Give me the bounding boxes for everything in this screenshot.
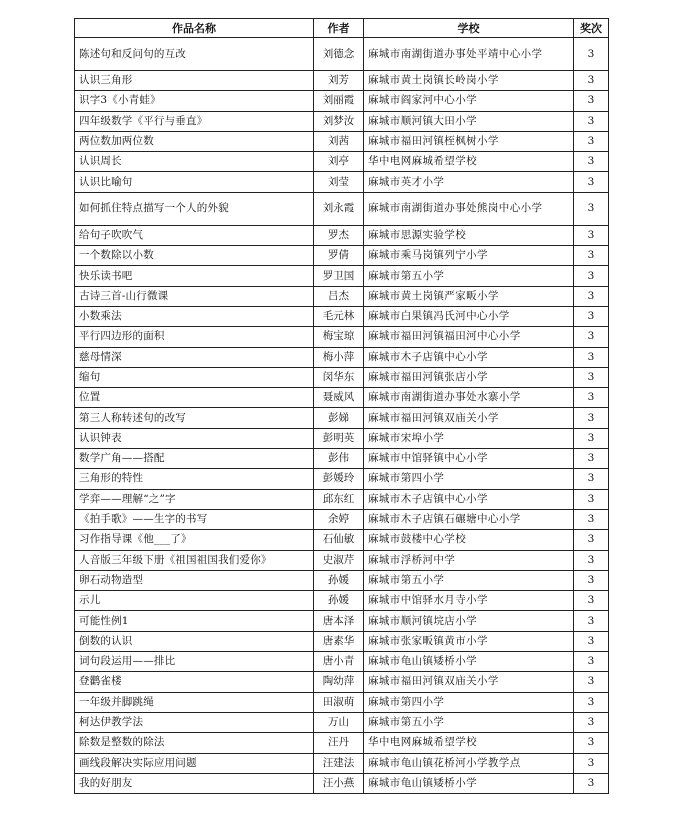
table-row bbox=[75, 611, 609, 631]
cell-rank: 3 bbox=[574, 652, 609, 672]
cell-author: 汪丹 bbox=[314, 733, 364, 753]
cell-rank: 3 bbox=[574, 631, 609, 651]
cell-title: 慈母情深 bbox=[75, 347, 314, 367]
cell-school: 麻城市南湖街道办事处平靖中心小学 bbox=[364, 38, 574, 71]
table-row bbox=[75, 38, 609, 71]
cell-rank: 3 bbox=[574, 327, 609, 347]
table-row bbox=[75, 225, 609, 245]
table-row bbox=[75, 509, 609, 529]
cell-title: 一年级并脚跳绳 bbox=[75, 692, 314, 712]
cell-school: 麻城市龟山镇花桥河小学教学点 bbox=[364, 753, 574, 773]
cell-rank: 3 bbox=[574, 38, 609, 71]
table-row bbox=[75, 246, 609, 266]
table-row bbox=[75, 388, 609, 408]
header-title: 作品名称 bbox=[75, 19, 314, 38]
cell-school: 麻城市黄土岗镇严家畈小学 bbox=[364, 286, 574, 306]
cell-title: 认识钟表 bbox=[75, 428, 314, 448]
cell-title: 两位数加两位数 bbox=[75, 131, 314, 151]
cell-author: 罗卫国 bbox=[314, 266, 364, 286]
cell-title: 示儿 bbox=[75, 591, 314, 611]
cell-title: 词句段运用——排比 bbox=[75, 652, 314, 672]
cell-title: 位置 bbox=[75, 388, 314, 408]
table-row bbox=[75, 192, 609, 225]
table-row bbox=[75, 131, 609, 151]
table-row bbox=[75, 306, 609, 326]
cell-author: 刘丽霞 bbox=[314, 91, 364, 111]
cell-school: 麻城市木子店镇中心小学 bbox=[364, 489, 574, 509]
cell-school: 麻城市乘马岗镇列宁小学 bbox=[364, 246, 574, 266]
cell-school: 麻城市第四小学 bbox=[364, 692, 574, 712]
cell-rank: 3 bbox=[574, 347, 609, 367]
cell-school: 麻城市龟山镇矮桥小学 bbox=[364, 773, 574, 793]
cell-author: 刘茜 bbox=[314, 131, 364, 151]
cell-rank: 3 bbox=[574, 266, 609, 286]
cell-school: 麻城市福田河镇双庙关小学 bbox=[364, 672, 574, 692]
cell-rank: 3 bbox=[574, 753, 609, 773]
cell-school: 麻城市木子店镇石碾塘中心小学 bbox=[364, 509, 574, 529]
cell-author: 孙媛 bbox=[314, 591, 364, 611]
table-body bbox=[75, 38, 609, 794]
cell-title: 给句子吹吹气 bbox=[75, 225, 314, 245]
cell-author: 田淑萌 bbox=[314, 692, 364, 712]
cell-title: 学弈——理解“之”字 bbox=[75, 489, 314, 509]
cell-title: 认识三角形 bbox=[75, 71, 314, 91]
header-row bbox=[75, 19, 609, 38]
cell-author: 吕杰 bbox=[314, 286, 364, 306]
table-row bbox=[75, 347, 609, 367]
table-row bbox=[75, 111, 609, 131]
header-school: 学校 bbox=[364, 19, 574, 38]
cell-rank: 3 bbox=[574, 692, 609, 712]
cell-school: 麻城市第五小学 bbox=[364, 266, 574, 286]
table-row bbox=[75, 489, 609, 509]
table-row bbox=[75, 652, 609, 672]
cell-rank: 3 bbox=[574, 367, 609, 387]
table-row bbox=[75, 152, 609, 172]
table-row bbox=[75, 71, 609, 91]
table-row bbox=[75, 733, 609, 753]
cell-school: 麻城市浮桥河中学 bbox=[364, 550, 574, 570]
table-row bbox=[75, 692, 609, 712]
cell-rank: 3 bbox=[574, 489, 609, 509]
cell-school: 麻城市福田河镇福田河中心小学 bbox=[364, 327, 574, 347]
cell-author: 刘亭 bbox=[314, 152, 364, 172]
cell-rank: 3 bbox=[574, 408, 609, 428]
cell-school: 麻城市龟山镇矮桥小学 bbox=[364, 652, 574, 672]
table-header bbox=[75, 19, 609, 38]
cell-school: 麻城市南湖街道办事处水寨小学 bbox=[364, 388, 574, 408]
cell-rank: 3 bbox=[574, 550, 609, 570]
table-row bbox=[75, 408, 609, 428]
table-row bbox=[75, 773, 609, 793]
table-row bbox=[75, 266, 609, 286]
cell-author: 闵华东 bbox=[314, 367, 364, 387]
cell-title: 画线段解决实际应用问题 bbox=[75, 753, 314, 773]
cell-title: 卵石动物造型 bbox=[75, 570, 314, 590]
cell-title: 一个数除以小数 bbox=[75, 246, 314, 266]
cell-rank: 3 bbox=[574, 71, 609, 91]
cell-author: 石仙敏 bbox=[314, 530, 364, 550]
cell-author: 聂威风 bbox=[314, 388, 364, 408]
cell-title: 古诗三首-山行微课 bbox=[75, 286, 314, 306]
table-row bbox=[75, 327, 609, 347]
cell-title: 可能性例1 bbox=[75, 611, 314, 631]
cell-school: 麻城市第四小学 bbox=[364, 469, 574, 489]
cell-school: 麻城市福田河镇双庙关小学 bbox=[364, 408, 574, 428]
table-row bbox=[75, 91, 609, 111]
table-row bbox=[75, 286, 609, 306]
cell-title: 第三人称转述句的改写 bbox=[75, 408, 314, 428]
cell-title: 小数乘法 bbox=[75, 306, 314, 326]
cell-author: 汪小燕 bbox=[314, 773, 364, 793]
cell-title: 认识周长 bbox=[75, 152, 314, 172]
cell-author: 唐本泽 bbox=[314, 611, 364, 631]
table-row bbox=[75, 753, 609, 773]
cell-school: 麻城市顺河镇垸店小学 bbox=[364, 611, 574, 631]
cell-author: 梅宝琼 bbox=[314, 327, 364, 347]
cell-title: 倒数的认识 bbox=[75, 631, 314, 651]
cell-title: 四年级数学《平行与垂直》 bbox=[75, 111, 314, 131]
table-row bbox=[75, 631, 609, 651]
cell-rank: 3 bbox=[574, 246, 609, 266]
table-row bbox=[75, 672, 609, 692]
table-row bbox=[75, 591, 609, 611]
table-row bbox=[75, 469, 609, 489]
cell-rank: 3 bbox=[574, 591, 609, 611]
cell-school: 麻城市福田河镇张店小学 bbox=[364, 367, 574, 387]
cell-author: 彭伟 bbox=[314, 449, 364, 469]
cell-title: 陈述句和反问句的互改 bbox=[75, 38, 314, 71]
cell-author: 刘梦汝 bbox=[314, 111, 364, 131]
cell-school: 华中电网麻城希望学校 bbox=[364, 733, 574, 753]
cell-rank: 3 bbox=[574, 773, 609, 793]
cell-rank: 3 bbox=[574, 131, 609, 151]
cell-title: 《拍手歌》——生字的书写 bbox=[75, 509, 314, 529]
cell-title: 除数是整数的除法 bbox=[75, 733, 314, 753]
cell-rank: 3 bbox=[574, 611, 609, 631]
cell-rank: 3 bbox=[574, 192, 609, 225]
cell-author: 刘永霞 bbox=[314, 192, 364, 225]
cell-title: 认识比喻句 bbox=[75, 172, 314, 192]
cell-rank: 3 bbox=[574, 172, 609, 192]
table-row bbox=[75, 449, 609, 469]
cell-school: 麻城市阎家河中心小学 bbox=[364, 91, 574, 111]
cell-school: 麻城市张家畈镇黄市小学 bbox=[364, 631, 574, 651]
cell-author: 罗杰 bbox=[314, 225, 364, 245]
table-row bbox=[75, 530, 609, 550]
cell-title: 识字3《小青蛙》 bbox=[75, 91, 314, 111]
cell-rank: 3 bbox=[574, 286, 609, 306]
cell-school: 麻城市第五小学 bbox=[364, 712, 574, 732]
cell-school: 麻城市木子店镇中心小学 bbox=[364, 347, 574, 367]
cell-school: 麻城市中馆驿水月寺小学 bbox=[364, 591, 574, 611]
cell-title: 三角形的特性 bbox=[75, 469, 314, 489]
cell-rank: 3 bbox=[574, 530, 609, 550]
cell-school: 麻城市中馆驿镇中心小学 bbox=[364, 449, 574, 469]
cell-school: 麻城市黄土岗镇长岭岗小学 bbox=[364, 71, 574, 91]
cell-school: 麻城市白果镇冯氏河中心小学 bbox=[364, 306, 574, 326]
cell-school: 华中电网麻城希望学校 bbox=[364, 152, 574, 172]
cell-author: 孙媛 bbox=[314, 570, 364, 590]
cell-school: 麻城市南湖街道办事处熊岗中心小学 bbox=[364, 192, 574, 225]
cell-rank: 3 bbox=[574, 91, 609, 111]
cell-title: 数学广角——搭配 bbox=[75, 449, 314, 469]
cell-author: 史淑芹 bbox=[314, 550, 364, 570]
cell-rank: 3 bbox=[574, 570, 609, 590]
cell-author: 梅小萍 bbox=[314, 347, 364, 367]
cell-author: 彭媛玲 bbox=[314, 469, 364, 489]
cell-author: 邱东红 bbox=[314, 489, 364, 509]
cell-rank: 3 bbox=[574, 733, 609, 753]
cell-author: 刘德念 bbox=[314, 38, 364, 71]
cell-school: 麻城市福田河镇桎枫树小学 bbox=[364, 131, 574, 151]
cell-title: 习作指导课《他___了》 bbox=[75, 530, 314, 550]
cell-title: 登鹳雀楼 bbox=[75, 672, 314, 692]
header-author: 作者 bbox=[314, 19, 364, 38]
cell-author: 刘莹 bbox=[314, 172, 364, 192]
cell-rank: 3 bbox=[574, 225, 609, 245]
cell-author: 罗倩 bbox=[314, 246, 364, 266]
cell-title: 人音版三年级下册《祖国祖国我们爱你》 bbox=[75, 550, 314, 570]
cell-title: 平行四边形的面积 bbox=[75, 327, 314, 347]
table-row bbox=[75, 550, 609, 570]
cell-school: 麻城市英才小学 bbox=[364, 172, 574, 192]
cell-author: 余婷 bbox=[314, 509, 364, 529]
header-rank: 奖次 bbox=[574, 19, 609, 38]
table-row bbox=[75, 367, 609, 387]
cell-title: 快乐读书吧 bbox=[75, 266, 314, 286]
cell-author: 唐小青 bbox=[314, 652, 364, 672]
cell-school: 麻城市第五小学 bbox=[364, 570, 574, 590]
cell-rank: 3 bbox=[574, 111, 609, 131]
cell-author: 汪建法 bbox=[314, 753, 364, 773]
cell-author: 彭娣 bbox=[314, 408, 364, 428]
cell-rank: 3 bbox=[574, 449, 609, 469]
cell-rank: 3 bbox=[574, 152, 609, 172]
cell-title: 缩句 bbox=[75, 367, 314, 387]
cell-title: 如何抓住特点描写一个人的外貌 bbox=[75, 192, 314, 225]
cell-rank: 3 bbox=[574, 672, 609, 692]
cell-author: 万山 bbox=[314, 712, 364, 732]
cell-school: 麻城市宋埠小学 bbox=[364, 428, 574, 448]
cell-author: 彭明英 bbox=[314, 428, 364, 448]
cell-author: 刘芳 bbox=[314, 71, 364, 91]
cell-author: 毛元林 bbox=[314, 306, 364, 326]
cell-title: 柯达伊教学法 bbox=[75, 712, 314, 732]
table-row bbox=[75, 428, 609, 448]
cell-author: 唐素华 bbox=[314, 631, 364, 651]
cell-rank: 3 bbox=[574, 712, 609, 732]
cell-school: 麻城市思源实验学校 bbox=[364, 225, 574, 245]
table-row bbox=[75, 172, 609, 192]
cell-title: 我的好朋友 bbox=[75, 773, 314, 793]
cell-rank: 3 bbox=[574, 469, 609, 489]
awards-table bbox=[74, 18, 609, 794]
cell-rank: 3 bbox=[574, 428, 609, 448]
table-row bbox=[75, 712, 609, 732]
cell-rank: 3 bbox=[574, 388, 609, 408]
cell-school: 麻城市鼓楼中心学校 bbox=[364, 530, 574, 550]
cell-author: 陶幼萍 bbox=[314, 672, 364, 692]
cell-rank: 3 bbox=[574, 306, 609, 326]
cell-rank: 3 bbox=[574, 509, 609, 529]
cell-school: 麻城市顺河镇大田小学 bbox=[364, 111, 574, 131]
table-row bbox=[75, 570, 609, 590]
